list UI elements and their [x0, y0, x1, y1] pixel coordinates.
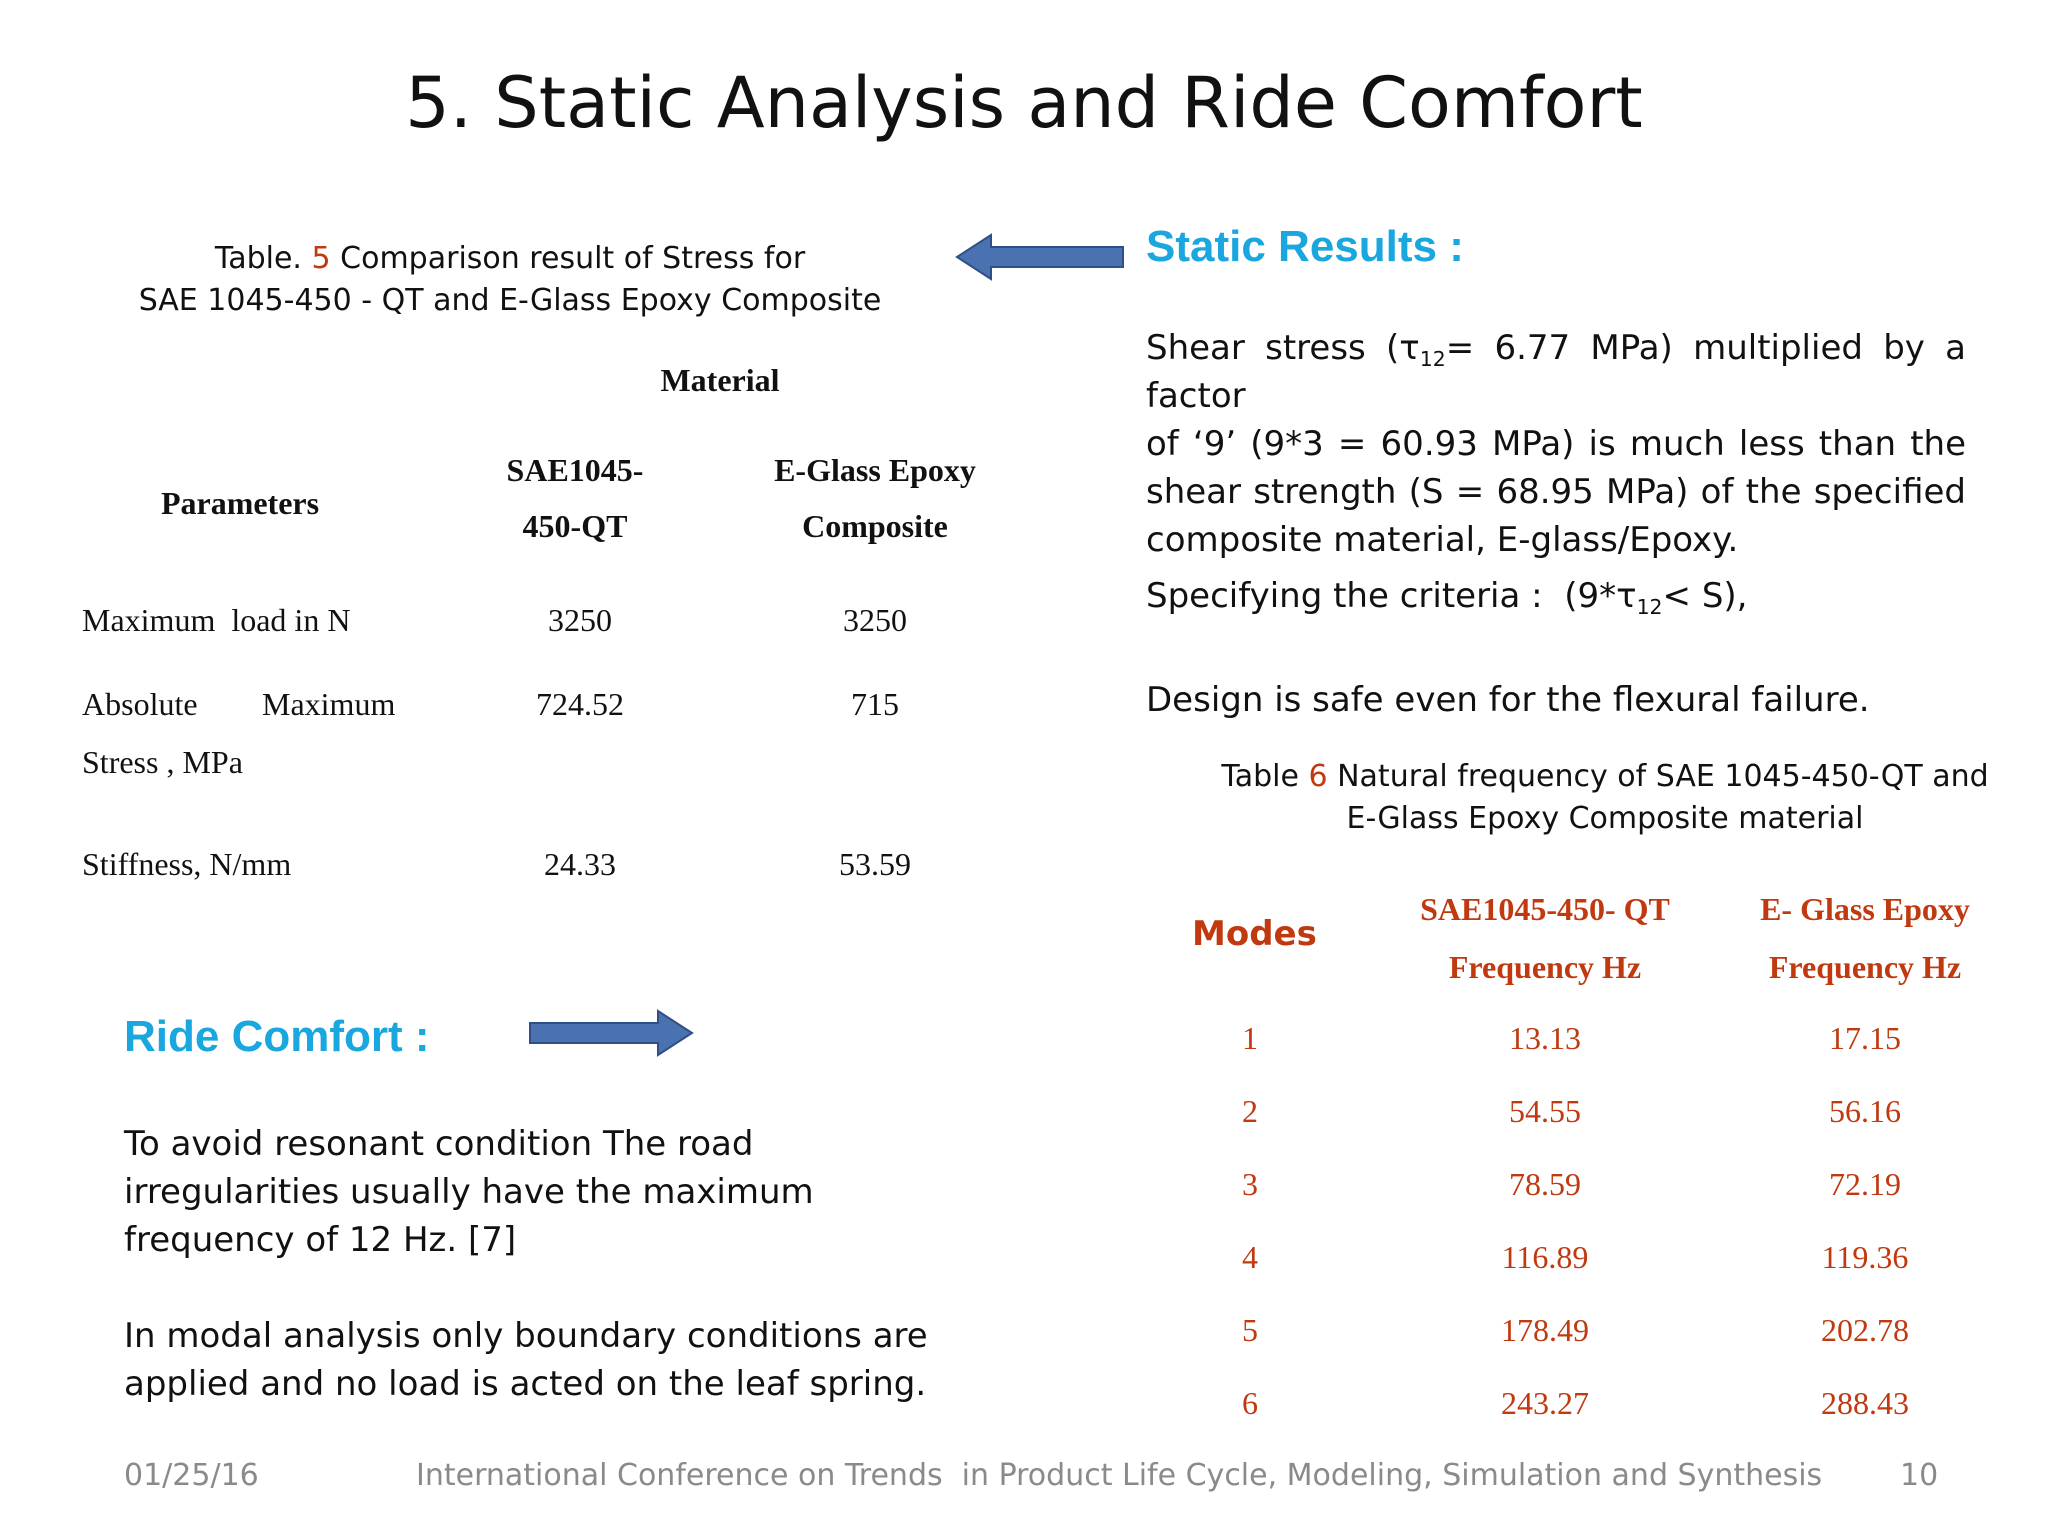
left-arrow-icon	[955, 232, 1125, 282]
table5-caption	[130, 238, 890, 322]
ride-comfort-line5: applied and no load is acted on the leaf spring.	[124, 1364, 927, 1404]
table5-row2-param-a: Absolute	[82, 686, 198, 722]
table5-col-eglass-line1: E-Glass Epoxy	[774, 452, 976, 488]
table6-col-eglass-header	[1720, 880, 2010, 996]
table5-row3-eglass: 53.59	[839, 846, 911, 882]
table6-row6-sae: 243.27	[1501, 1385, 1589, 1421]
table5-col-eglass-header	[735, 442, 1015, 554]
footer-page-number: 10	[1900, 1458, 1939, 1493]
table6-caption	[1190, 756, 2020, 840]
table5-caption-rest: Comparison result of Stress for	[340, 241, 806, 276]
table6-row2-eglass: 56.16	[1829, 1093, 1901, 1129]
table5-col-eglass-line2: Composite	[802, 508, 948, 544]
table6-col-eglass-line1: E- Glass Epoxy	[1760, 891, 1970, 927]
table5-row2-param-b: Maximum	[262, 686, 396, 722]
static-results-criteria-sub: 12	[1636, 595, 1663, 620]
table6-row3-mode: 3	[1242, 1166, 1258, 1202]
static-results-para1	[1146, 324, 1966, 564]
table6-row4-mode: 4	[1242, 1239, 1258, 1275]
table5-caption-prefix: Table.	[214, 241, 302, 276]
static-results-line1-post: = 6.77 MPa) multiplied by a factor	[1146, 328, 1967, 416]
table6-caption-number: 6	[1308, 759, 1328, 794]
table6-row1-eglass: 17.15	[1829, 1020, 1901, 1056]
table5-row3-param: Stiffness, N/mm	[82, 846, 292, 882]
static-results-criteria	[1146, 572, 1747, 620]
static-results-line1-pre: Shear stress (τ	[1146, 328, 1420, 368]
ride-comfort-line3: frequency of 12 Hz. [7]	[124, 1220, 517, 1260]
table5-row1-param: Maximum load in N	[82, 602, 351, 638]
table6-caption-prefix: Table	[1221, 759, 1299, 794]
table6-row6-eglass: 288.43	[1821, 1385, 1909, 1421]
table6-col-sae-line1: SAE1045-450- QT	[1420, 891, 1670, 927]
table6-row3-eglass: 72.19	[1829, 1166, 1901, 1202]
table6-caption-line1	[1190, 756, 2020, 798]
ride-comfort-heading: Ride Comfort :	[124, 1012, 430, 1061]
table5-row1-sae: 3250	[548, 602, 612, 638]
ride-comfort-line4: In modal analysis only boundary conditions are	[124, 1316, 928, 1356]
footer-date: 01/25/16	[124, 1458, 259, 1493]
table6-caption-line2: E-Glass Epoxy Composite material	[1346, 801, 1864, 836]
table6-col-sae-header	[1380, 880, 1710, 996]
table5-caption-number: 5	[311, 241, 331, 276]
table6-row1-sae: 13.13	[1509, 1020, 1581, 1056]
table5-row2-sae: 724.52	[536, 686, 624, 722]
table5-col-sae-line1: SAE1045-	[506, 452, 644, 488]
right-arrow-icon	[528, 1008, 694, 1058]
table5-col-sae-line2: 450-QT	[522, 508, 628, 544]
table6-col-eglass-line2: Frequency Hz	[1768, 949, 1962, 985]
table6-row5-sae: 178.49	[1501, 1312, 1589, 1348]
ride-comfort-para1	[124, 1120, 814, 1264]
table5-caption-line2: SAE 1045-450 - QT and E-Glass Epoxy Composite	[138, 283, 882, 318]
table6-caption-rest: Natural frequency of SAE 1045-450-QT and	[1337, 759, 1989, 794]
table6-row3-sae: 78.59	[1509, 1166, 1581, 1202]
table5-row2-eglass: 715	[851, 686, 899, 722]
static-results-line3: shear strength (S = 68.95 MPa) of the specified	[1146, 472, 1966, 512]
static-results-line1-sub: 12	[1419, 347, 1446, 372]
table5-row1-eglass: 3250	[843, 602, 907, 638]
table6-col-sae-line2: Frequency Hz	[1448, 949, 1642, 985]
ride-comfort-para2	[124, 1312, 928, 1408]
table6-row4-eglass: 119.36	[1821, 1239, 1909, 1275]
table6-row5-mode: 5	[1242, 1312, 1258, 1348]
static-results-line1	[1146, 324, 1966, 420]
table6-row2-mode: 2	[1242, 1093, 1258, 1129]
table6-row2-sae: 54.55	[1509, 1093, 1581, 1129]
static-results-heading: Static Results :	[1146, 222, 1464, 271]
ride-comfort-line1: To avoid resonant condition The road	[124, 1124, 754, 1164]
table6-row6-mode: 6	[1242, 1385, 1258, 1421]
footer-conference: International Conference on Trends in Product Life Cycle, Modeling, Simulation and Synthesis	[416, 1458, 1823, 1493]
table6-row4-sae: 116.89	[1501, 1239, 1589, 1275]
table5-col-sae-header	[470, 442, 680, 554]
table5-row2-param-line2: Stress , MPa	[82, 744, 243, 780]
table5-material-header: Material	[660, 362, 780, 398]
table5-parameters-header: Parameters	[160, 485, 320, 521]
ride-comfort-line2: irregularities usually have the maximum	[124, 1172, 814, 1212]
static-results-conclusion: Design is safe even for the flexural failure.	[1146, 680, 1870, 720]
static-results-criteria-pre: Specifying the criteria : (9*τ	[1146, 576, 1637, 616]
static-results-line2: of ‘9’ (9*3 = 60.93 MPa) is much less than the	[1146, 424, 1966, 464]
table6-modes-header: Modes	[1192, 914, 1317, 954]
table6-row1-mode: 1	[1242, 1020, 1258, 1056]
static-results-criteria-post: < S),	[1662, 576, 1748, 616]
static-results-line4: composite material, E-glass/Epoxy.	[1146, 520, 1739, 560]
table5-caption-line1	[130, 238, 890, 280]
slide-title: 5. Static Analysis and Ride Comfort	[405, 62, 1643, 144]
table5-row3-sae: 24.33	[544, 846, 616, 882]
table6-row5-eglass: 202.78	[1821, 1312, 1909, 1348]
